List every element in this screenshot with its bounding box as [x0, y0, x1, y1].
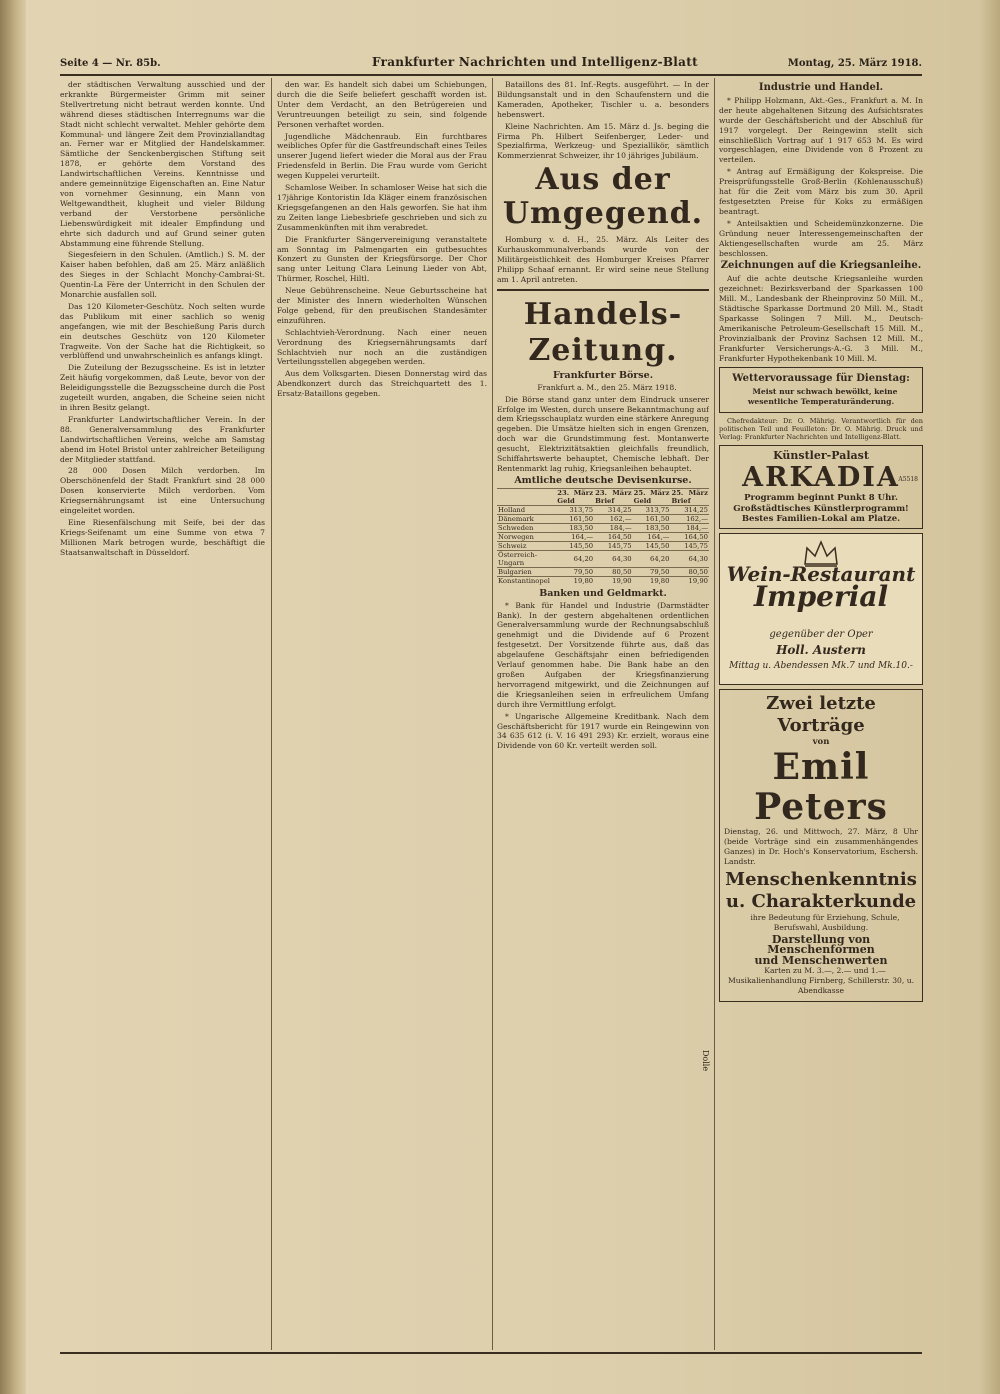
fx-cell: 145,50	[556, 541, 594, 550]
ad-imperial-line3: gegenüber der Oper	[769, 628, 873, 640]
article-text: Jugendliche Mädchenraub. Ein furchtbares weibliches Opfer für die Gastfreundschaft eines Teiles unserer Jugend liefert wieder die Moral aus der Frau Friedensfeld in Berlin. Die Frau wurde vom Gericht wegen Kuppelei verurteilt.	[277, 131, 487, 181]
ad-emil-title3: Darstellung von Menschenformen	[767, 932, 875, 957]
article-text: Die Börse stand ganz unter dem Eindruck unserer Erfolge im Westen, durch unsere Bekanntmachung auf dem Kriegsschauplatz wurden eine stärkere Anregung gegeben. Die Umsätze hielten sich in engen Grenzen, doch war die Grundstimmung fest. Montanwerte gesucht, Elektrizitätsaktien gleichfalls freundlich, Schiffahrtswerte behauptet, Chemische lebhaft. Der Rentenmarkt lag ruhig, Kriegsanleihen behauptet.	[497, 394, 709, 473]
ad-imperial-line5: Mittag u. Abendessen Mk.7 und Mk.10.-	[729, 660, 913, 671]
fx-header-cell: 23. März Brief	[595, 488, 632, 505]
fx-cell: 79,50	[633, 567, 671, 576]
fx-cell: 313,75	[556, 505, 594, 514]
column-divider	[714, 78, 715, 1350]
binding-spine	[0, 0, 26, 1394]
article-text: * Anteilsaktien und Scheidemünzkonzerne. Die Gründung neuer Interessengemeinschaften der Aktiengesellschaften wurde am 25. März beschlossen.	[719, 218, 923, 258]
fx-cell: 164,50	[594, 532, 633, 541]
fx-cell: 64,30	[594, 550, 633, 567]
article-text: * Philipp Holzmann, Akt.-Ges., Frankfurt a. M. In der heute abgehaltenen Sitzung des Aufsichtsrates wurde der Geschäftsbericht und der Abschluß für 1917 vorgelegt. Der Reingewinn stellt sich einschließlich Vortrag auf 1 917 653 M. Es wird vorgeschlagen, eine Dividende von 8 Prozent zu verteilen.	[719, 95, 923, 165]
header-rule	[60, 74, 922, 76]
weather-text: Meist nur schwach bewölkt, keine wesentliche Temperaturänderung.	[747, 387, 898, 407]
fx-cell: 64,30	[670, 550, 709, 567]
column-divider	[492, 78, 493, 1350]
page-edge	[980, 0, 1000, 1394]
article-text: Aus dem Volksgarten. Diesen Donnerstag wird das Abendkonzert durch das Streichquartett des 1. Ersatz-Bataillons gegeben.	[277, 369, 487, 399]
table-row	[497, 550, 709, 567]
subsection-title-boerse: Frankfurter Börse.	[552, 369, 654, 381]
fx-cell: 314,25	[594, 505, 633, 514]
fx-cell: 183,50	[633, 523, 671, 532]
fx-cell: 184,—	[670, 523, 709, 532]
fx-cell: 19,80	[633, 576, 671, 585]
ad-arkadia-top: Künstler-Palast	[773, 449, 869, 463]
fx-header-cell	[497, 488, 556, 505]
fx-cell: 19,80	[556, 576, 594, 585]
ad-arkadia-tag: A5518	[898, 476, 918, 484]
fx-cell: 164,—	[556, 532, 594, 541]
fx-cell: 64,20	[556, 550, 594, 567]
fx-cell: 80,50	[670, 567, 709, 576]
ad-emil-title4: und Menschenwerten	[754, 953, 888, 967]
table-row	[497, 505, 709, 514]
ad-imperial-line1: Wein-Restaurant	[726, 561, 916, 586]
column-1	[60, 80, 265, 1350]
section-title-handels-zeitung: Handels-Zeitung.	[497, 289, 709, 369]
ad-arkadia	[719, 445, 923, 528]
article-text: Die Zuteilung der Bezugsscheine. Es ist in letzter Zeit häufig vorgekommen, daß Leute, bevor von der Beleidigungsstelle die Bezugsscheine durch die Post zugeteilt wurden, angaben, die Scheine seien nicht in ihren Besitz gelangt.	[60, 363, 265, 412]
article-text: Auf die achte deutsche Kriegsanleihe wurden gezeichnet: Bezirksverband der Sparkassen 100 Mill. M., Landesbank der Rheinprovinz 50 Mill. M., Städtische Sparkasse Dortmund 20 Mill. M., Stadt Sparkasse Solingen 7 Mill. M., Deutsch-Amerikanische Petroleum-Gesellschaft 15 Mill. M., Provinzialbank der Provinz Sachsen 12 Mill. M., Frankfurter Versicherungs-A.-G. 3 Mill. M., Frankfurter Hypothekenbank 10 Mill. M.	[719, 274, 923, 363]
fx-cell: 313,75	[633, 505, 671, 514]
table-row	[497, 567, 709, 576]
ad-emil-title1: Menschenkenntnis	[725, 868, 917, 890]
section-title-umgegend: Aus der Umgegend.	[502, 162, 704, 232]
ad-arkadia-line: Großstädtisches Künstlerprogramm!	[733, 503, 909, 514]
fx-cell: 145,75	[670, 541, 709, 550]
fx-header-cell: 25. März Geld	[633, 488, 670, 505]
dateline: Frankfurt a. M., den 25. März 1918.	[537, 382, 677, 392]
fx-cell: 19,90	[594, 576, 633, 585]
fx-cell: 64,20	[633, 550, 671, 567]
article-text: Homburg v. d. H., 25. März. Als Leiter des Kurhauskommunalverbands wurde von der Militärgeistlichkeit des Homburger Kreises Pfarrer Philipp Schaaf ernannt. Er wird seine neue Stellung am 1. April antreten.	[497, 235, 709, 284]
column-3	[497, 80, 709, 1350]
ad-emil-line1: Zwei letzte Vorträge	[766, 692, 876, 736]
article-text: * Bank für Handel und Industrie (Darmstädter Bank). In der gestern abgehaltenen ordentlichen Generalversammlung wurde der Rechnungsabschluß genehmigt und die Dividende auf 6 Prozent festgesetzt. Der Vorsitzende führte aus, daß das abgelaufene Geschäftsjahr einen befriedigenden Verlauf genommen habe. Die Bank habe an den großen Aufgaben der Kriegsfinanzierung hervorragend mitgewirkt, und die Zeichnungen auf die Kriegsanleihen seien in erfreulichem Umfang durch ihre Vermittlung erfolgt.	[497, 600, 709, 709]
table-row	[497, 514, 709, 523]
ad-emil-details: ihre Bedeutung für Erziehung, Schule, Berufswahl, Ausbildung.	[750, 912, 900, 932]
ad-arkadia-line: Bestes Familien-Lokal am Platze.	[741, 514, 901, 525]
article-text: der städtischen Verwaltung ausschied und der erkrankte Bürgermeister Grimm mit seiner Stellvertretung nicht betraut werden konnte. Und während dieses städtischen Interregnums war die Stadt nicht schlecht verwaltet. Mehler gehörte dem Kommunal- und längere Zeit dem Provinziallandtag an. Ferner war er Mitglied der Handelskammer. Sämtliche der Senckenbergischen Stiftung seit 1878, er gehörte dem Vorstand des Landwirtschaftlichen Vereins. Kenntnisse und andere gemeinnützige Eigenschaften an. Eine Natur von vornehmer Gesinnung, ein Mann von Weltgewandtheit, klugheit und vieler Bildung verband der Verstorbene persönliche Liebenswürdigkeit mit idealer Empfindung und ehrte sich dadurch und auf Grund seiner guten Abstammung eine führende Stellung.	[60, 80, 265, 248]
ad-emil-peters	[719, 689, 923, 1002]
article-text: Eine Riesenfälschung mit Seife, bei der das Kriegs-Seifenamt um eine Summe von etwa 7 Millionen Mark betrogen wurde, beschäftigt die Staatsanwaltschaft in Düsseldorf.	[60, 517, 265, 557]
fx-cell: 145,50	[633, 541, 671, 550]
table-row	[497, 541, 709, 550]
fx-cell: Österreich-Ungarn	[497, 550, 556, 567]
article-text: Siegesfeiern in den Schulen. (Amtlich.) S. M. der Kaiser haben befohlen, daß am 25. März anläßlich des Sieges in der Schlacht Monchy-Cambrai-St. Quentin-La Fère der Unterricht in den Schulen der Monarchie ausfallen soll.	[60, 250, 265, 300]
exchange-rate-table	[497, 488, 709, 585]
ad-emil-details: Dienstag, 26. und Mittwoch, 27. März, 8 Uhr (beide Vorträge sind ein zusammenhängendes Ganzes) in Dr. Hoch's Konservatorium, Eschersh. Landstr.	[724, 827, 918, 866]
section-title-industrie: Industrie und Handel.	[758, 82, 884, 93]
section-title-zeichnungen: Zeichnungen auf die Kriegsanleihe.	[720, 260, 922, 272]
fx-cell: Dänemark	[497, 514, 556, 523]
ad-emil-tickets: Karten zu M. 3.—, 2.— und 1.— Musikalienhandlung Firnberg, Schillerstr. 30, u. Abendkasse	[727, 966, 915, 995]
ad-emil-title2: u. Charakterkunde	[725, 890, 917, 912]
table-row	[497, 523, 709, 532]
ad-imperial-line4: Holl. Austern	[776, 642, 866, 657]
weather-title: Wettervoraussage für Dienstag:	[732, 373, 910, 385]
article-text: Das 120 Kilometer-Geschütz. Noch selten wurde das Publikum mit einer sachlich so wenig angefangen, wie mit der Beschießung Paris durch ein deutsches Geschütz von 120 Kilometer Tragweite. Von der Sache hat die Richtigkeit, so verblüffend und unwahrscheinlich es anfangs klingt.	[60, 301, 265, 361]
article-text: Bataillons des 81. Inf.-Regts. ausgeführt. — In der Bildungsanstalt und in den Schaufenstern und die Kameraden, Apotheker, Tischler u. a. besonders hebenswert.	[497, 80, 709, 119]
ad-arkadia-line: Programm beginnt Punkt 8 Uhr.	[744, 493, 898, 504]
fx-cell: 183,50	[556, 523, 594, 532]
fx-cell: Bulgarien	[497, 567, 556, 576]
article-text: Neue Gebührenscheine. Neue Geburtsscheine hat der Minister des Innern wiederholten Wünschen Folge gebend, für den preußischen Standesämter einzuführen.	[277, 286, 487, 325]
subsection-title-banken: Banken und Geldmarkt.	[539, 587, 667, 599]
fx-cell: 79,50	[556, 567, 594, 576]
article-text: Die Frankfurter Sängervereinigung veranstaltete am Sonntag im Palmengarten ein gutbesuchtes Konzert zu Gunsten der Kriegsfürsorge. Der Chor sang unter Leitung Clara Leinung Lieder von Abt, Thürmer, Roschel, Hiltl.	[277, 234, 487, 284]
weather-box	[719, 367, 923, 413]
fx-cell: 162,—	[670, 514, 709, 523]
fx-cell: 145,75	[594, 541, 633, 550]
fx-cell: 184,—	[594, 523, 633, 532]
article-text: Schamlose Weiber. In schamloser Weise hat sich die 17jährige Kontoristin Ida Kläger einem französischen Kriegsgefangenen an den Hals geworfen. Sie hat ihm zu Zeiten lange Liebesbriefe geschrieben und sich zu Zusammenkünften mit ihm verabredet.	[277, 183, 487, 232]
article-text: Frankfurter Landwirtschaftlicher Verein. In der 88. Generalversammlung des Frankfurter Landwirtschaftlichen Vereins, welche am Samstag abend im Hotel Bristol unter zahlreicher Beteiligung der Mitglieder stattfand.	[60, 414, 265, 464]
fx-cell: 164,50	[670, 532, 709, 541]
fx-cell: 161,50	[556, 514, 594, 523]
fx-cell: 19,90	[670, 576, 709, 585]
page-header	[60, 55, 922, 73]
ad-imperial	[719, 533, 923, 685]
fx-cell: Konstantinopel	[497, 576, 556, 585]
table-row	[497, 532, 709, 541]
fx-cell: 162,—	[594, 514, 633, 523]
ad-emil-name: Emil Peters	[754, 746, 888, 829]
footer-rule	[60, 1352, 922, 1354]
issue-date: Montag, 25. März 1918.	[787, 58, 922, 69]
article-text: * Antrag auf Ermäßigung der Kokspreise. Die Preisprüfungsstelle Groß-Berlin (Kohlenausschuß) hat für die Zeit vom März bis zum 30. April festgesetzten Preise für Koks zu ermäßigen beantragt.	[719, 167, 923, 216]
column-4	[719, 80, 923, 1350]
fx-cell: Schweiz	[497, 541, 556, 550]
fx-cell: Schweden	[497, 523, 556, 532]
fx-cell: Holland	[497, 505, 556, 514]
fx-cell: 161,50	[633, 514, 671, 523]
table-row	[497, 576, 709, 585]
fx-cell: 314,25	[670, 505, 709, 514]
ad-emil-line2: von	[812, 736, 830, 747]
fx-cell: 164,—	[633, 532, 671, 541]
devisen-title: Amtliche deutsche Devisenkurse.	[514, 474, 692, 486]
article-text: den war. Es handelt sich dabei um Schiebungen, durch die die Seife beliefert geschafft worden ist. Unter dem Verdacht, an den Betrügereien und Veruntreuungen beteiligt zu sein, sind folgende Personen verhaftet worden.	[277, 80, 487, 129]
article-text: Schlachtvieh-Verordnung. Nach einer neuen Verordnung des Kriegsernährungsamts darf Schlachtvieh nur noch an die zuständigen Verteilungsstellen abgegeben werden.	[277, 327, 487, 367]
fx-cell: Norwegen	[497, 532, 556, 541]
ad-imperial-name: Imperial	[753, 579, 889, 613]
ad-arkadia-name: ARKADIA	[742, 462, 900, 494]
fx-header-cell: 25. März Brief	[671, 488, 708, 505]
imprint-text: Chefredakteur: Dr. O. Mährig. Verantwortlich für den politischen Teil und Feuilleton: Dr. O. Mährig. Druck und Verlag: Frankfurter Nachrichten und Intelligenz-Blatt.	[719, 417, 923, 442]
column-2	[277, 80, 487, 1350]
article-text: * Ungarische Allgemeine Kreditbank. Nach dem Geschäftsbericht für 1917 wurde ein Reingewinn von 34 635 612 (i. V. 16 491 293) Kr. erzielt, woraus eine Dividende von 60 Kr. verteilt werden soll.	[497, 711, 709, 751]
page-number: Seite 4 — Nr. 85b.	[60, 58, 161, 69]
fx-header-cell: 23. März Geld	[557, 488, 594, 505]
masthead-title: Frankfurter Nachrichten und Intelligenz-Blatt	[372, 55, 698, 69]
article-text: 28 000 Dosen Milch verdorben. Im Oberschönenfeld der Stadt Frankfurt sind 28 000 Dosen konservierte Milch verdorben. Vom Kriegsernährungsamt ist eine Untersuchung eingeleitet worden.	[60, 466, 265, 516]
column-divider	[271, 78, 272, 1350]
article-text: Kleine Nachrichten. Am 15. März d. Js. beging die Firma Ph. Hilbert Seifenberger, Leder- und Spezialfirma, Werkzeug- und Speziallikör, sämtlich Kommerzienrat Schweizer, ihr 10 jähriges Jubiläum.	[497, 121, 709, 161]
fx-cell: 80,50	[594, 567, 633, 576]
side-tab-label: Dolle	[701, 1050, 710, 1072]
